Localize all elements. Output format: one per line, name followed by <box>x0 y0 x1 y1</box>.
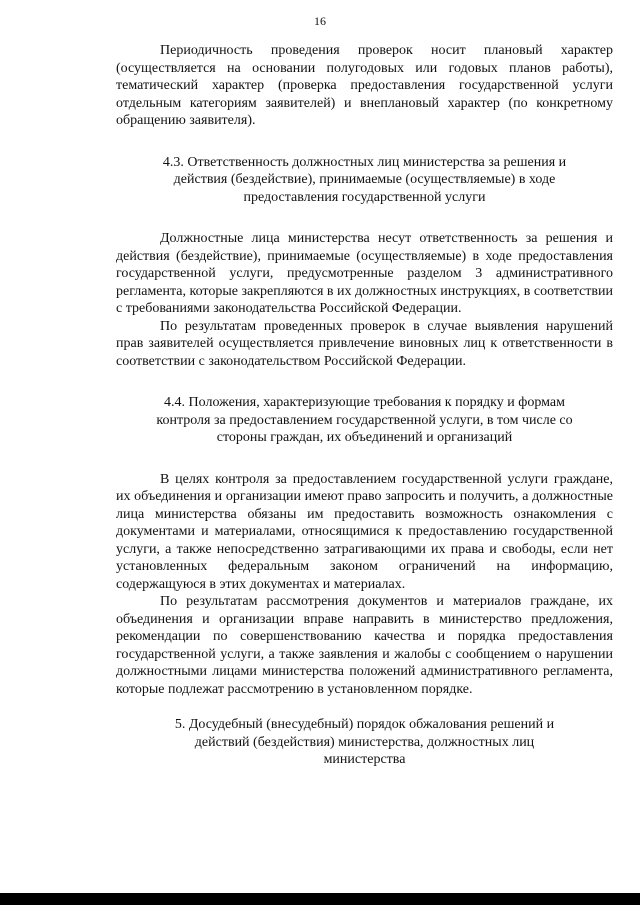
section-heading-4-3: 4.3. Ответственность должностных лиц министерства за решения и действия (бездействие), принимаемые (осуществляемые) в ходе предоставления государственной услуги <box>162 154 567 205</box>
page-content <box>116 42 613 769</box>
page-number: 16 <box>314 14 326 28</box>
paragraph-inspection-periodicity: Периодичность проведения проверок носит плановый характер (осуществляется на основании полугодовых или годовых планов работы), тематический характер (проверка предоставления государственной услуги отдельным категориям заявителей) и внеплановый характер (по конкретному обращению заявителя). <box>116 43 613 128</box>
paragraph-officials-responsibility: Должностные лица министерства несут ответственность за решения и действия (бездействие), принимаемые (осуществляемые) в ходе предоставления государственной услуги, предусмотренные разделом 3 административного регламента, которые закрепляются в их должностных инструкциях, в соответствии с требованиями законодательства Российской Федерации. <box>116 231 613 316</box>
scan-bottom-edge <box>0 893 640 905</box>
section-heading-5: 5. Досудебный (внесудебный) порядок обжалования решений и действий (бездействия) министерства, должностных лиц министерства <box>174 717 555 767</box>
paragraph-inspection-results: По результатам проведенных проверок в случае выявления нарушений прав заявителей осуществляется привлечение виновных лиц к ответственности в соответствии с законодательством Российской Федерации. <box>116 318 613 369</box>
paragraph-citizen-control: В целях контроля за предоставлением государственной услуги граждане, их объединения и организации имеют право запросить и получить, а должностные лица министерства обязаны им предоставить возможность ознакомления с документами и материалами, относящимися к предоставлению государственной услуги, а также непосредственно затрагивающими их права и свободы, если нет установленных федеральным законом ограничений на информацию, содержащуюся в этих документах и материалах. <box>116 471 613 592</box>
section-heading-4-4: 4.4. Положения, характеризующие требования к порядку и формам контроля за предоставлением государственной услуги, в том числе со стороны граждан, их объединений и организаций <box>156 395 573 445</box>
paragraph-citizen-proposals: По результатам рассмотрения документов и материалов граждане, их объединения и организации вправе направить в министерство предложения, рекомендации по совершенствованию качества и порядка предоставления государственной услуги, а также заявления и жалобы с сообщением о нарушении должностными лицами министерства положений административного регламента, которые подлежат рассмотрению в установленном порядке. <box>116 594 613 697</box>
